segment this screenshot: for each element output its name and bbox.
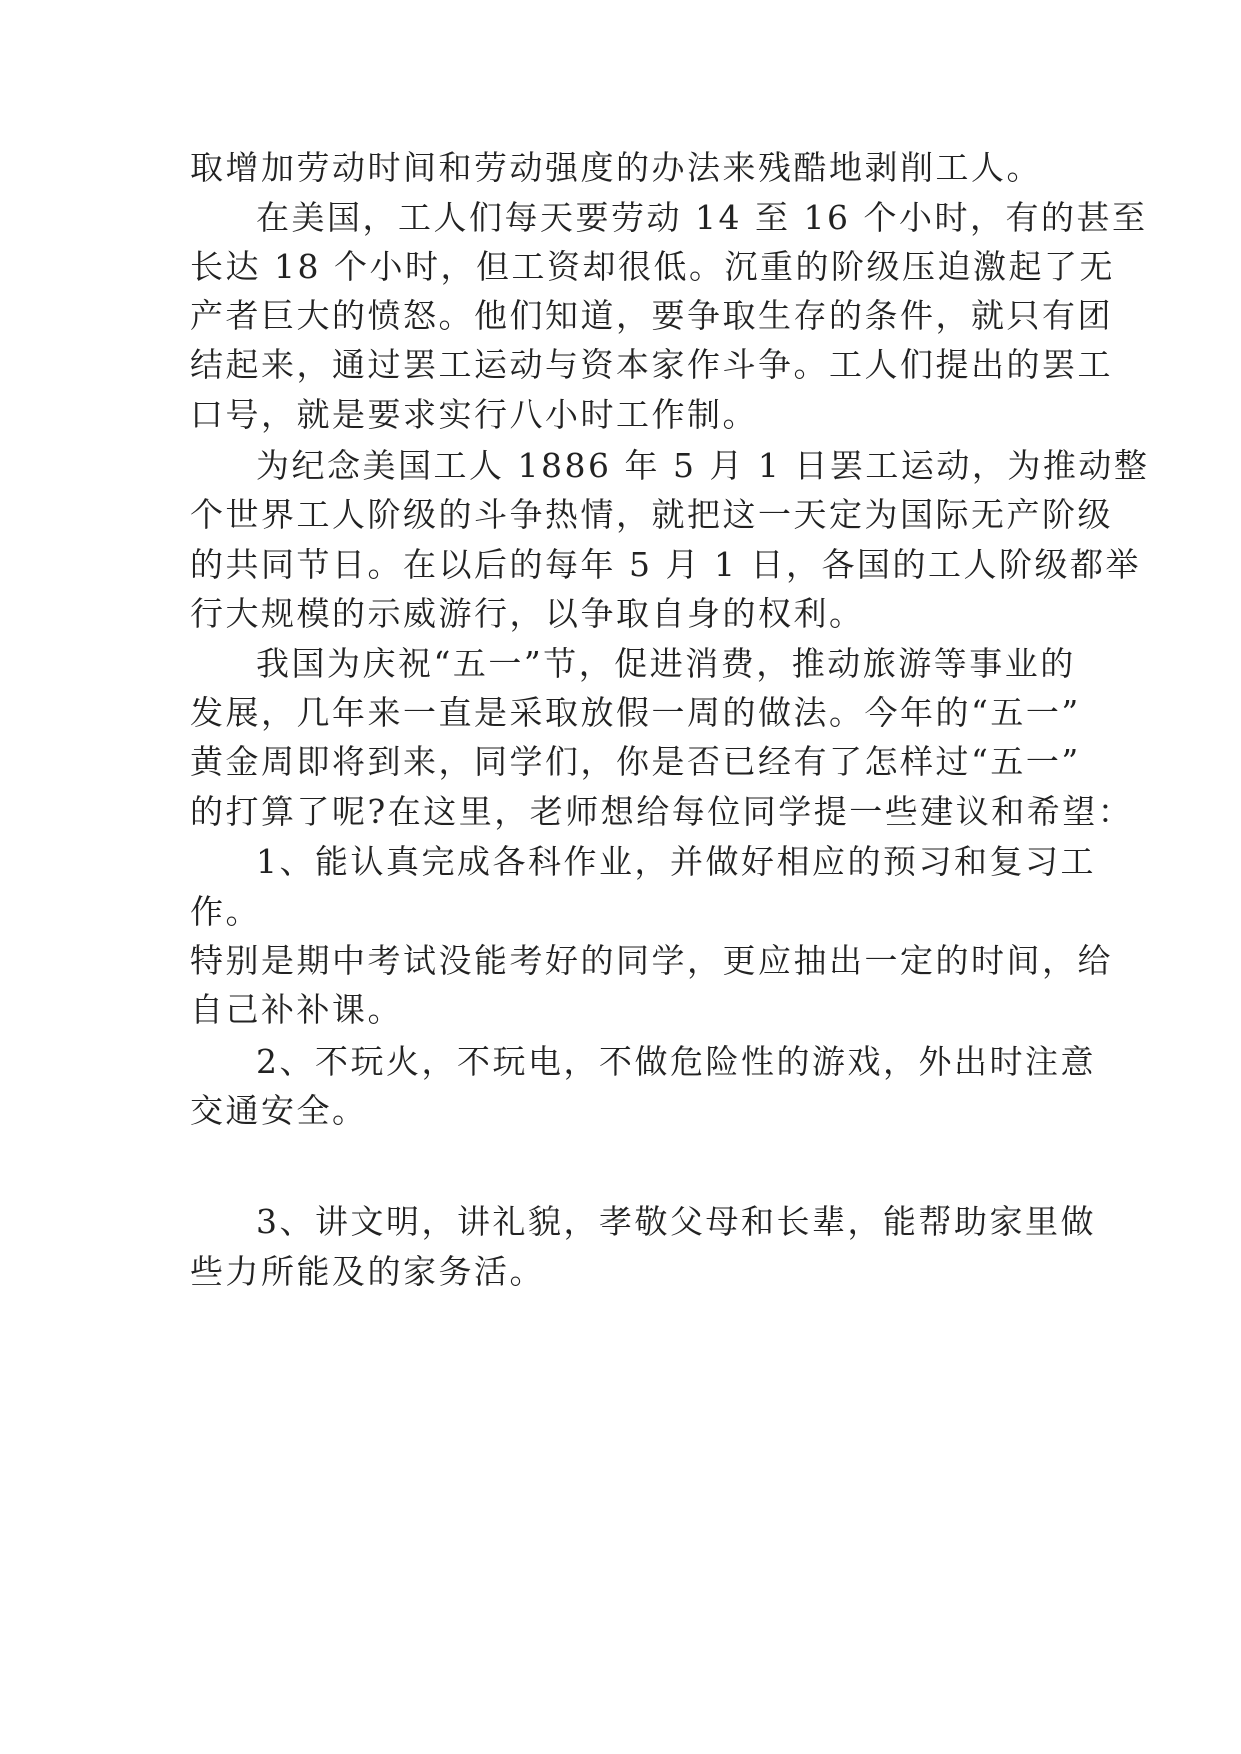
text-line: 交通安全。	[190, 1091, 368, 1130]
text-line: 的共同节日。在以后的每年 5 月 1 日，各国的工人阶级都举	[190, 545, 1141, 584]
text-line: 作。	[190, 892, 261, 931]
text-line: 的打算了呢?在这里，老师想给每位同学提一些建议和希望：	[190, 792, 1134, 831]
list-item-first-line: 3、讲文明，讲礼貌，孝敬父母和长辈，能帮助家里做	[256, 1202, 1096, 1241]
text-line: 发展，几年来一直是采取放假一周的做法。今年的“五一”	[190, 693, 1081, 732]
list-item-first-line: 2、不玩火，不玩电，不做危险性的游戏，外出时注意	[256, 1042, 1096, 1081]
text-line: 个世界工人阶级的斗争热情，就把这一天定为国际无产阶级	[190, 495, 1113, 534]
paragraph-first-line: 我国为庆祝“五一”节，促进消费，推动旅游等事业的	[256, 644, 1076, 683]
text-line: 长达 18 个小时，但工资却很低。沉重的阶级压迫激起了无	[190, 247, 1115, 286]
text-line: 口号，就是要求实行八小时工作制。	[190, 395, 758, 434]
text-line: 产者巨大的愤怒。他们知道，要争取生存的条件，就只有团	[190, 296, 1113, 335]
list-item-first-line: 1、能认真完成各科作业，并做好相应的预习和复习工	[256, 842, 1096, 881]
text-line: 特别是期中考试没能考好的同学，更应抽出一定的时间，给	[190, 941, 1113, 980]
text-line: 自己补补课。	[190, 990, 403, 1029]
text-line: 些力所能及的家务活。	[190, 1252, 545, 1291]
paragraph-first-line: 在美国，工人们每天要劳动 14 至 16 个小时，有的甚至	[256, 198, 1148, 237]
text-line: 行大规模的示威游行，以争取自身的权利。	[190, 594, 865, 633]
text-line: 结起来，通过罢工运动与资本家作斗争。工人们提出的罢工	[190, 345, 1113, 384]
text-line: 黄金周即将到来，同学们，你是否已经有了怎样过“五一”	[190, 742, 1081, 781]
text-line: 取增加劳动时间和劳动强度的办法来残酷地剥削工人。	[190, 148, 1042, 187]
paragraph-first-line: 为纪念美国工人 1886 年 5 月 1 日罢工运动，为推动整	[256, 446, 1150, 485]
